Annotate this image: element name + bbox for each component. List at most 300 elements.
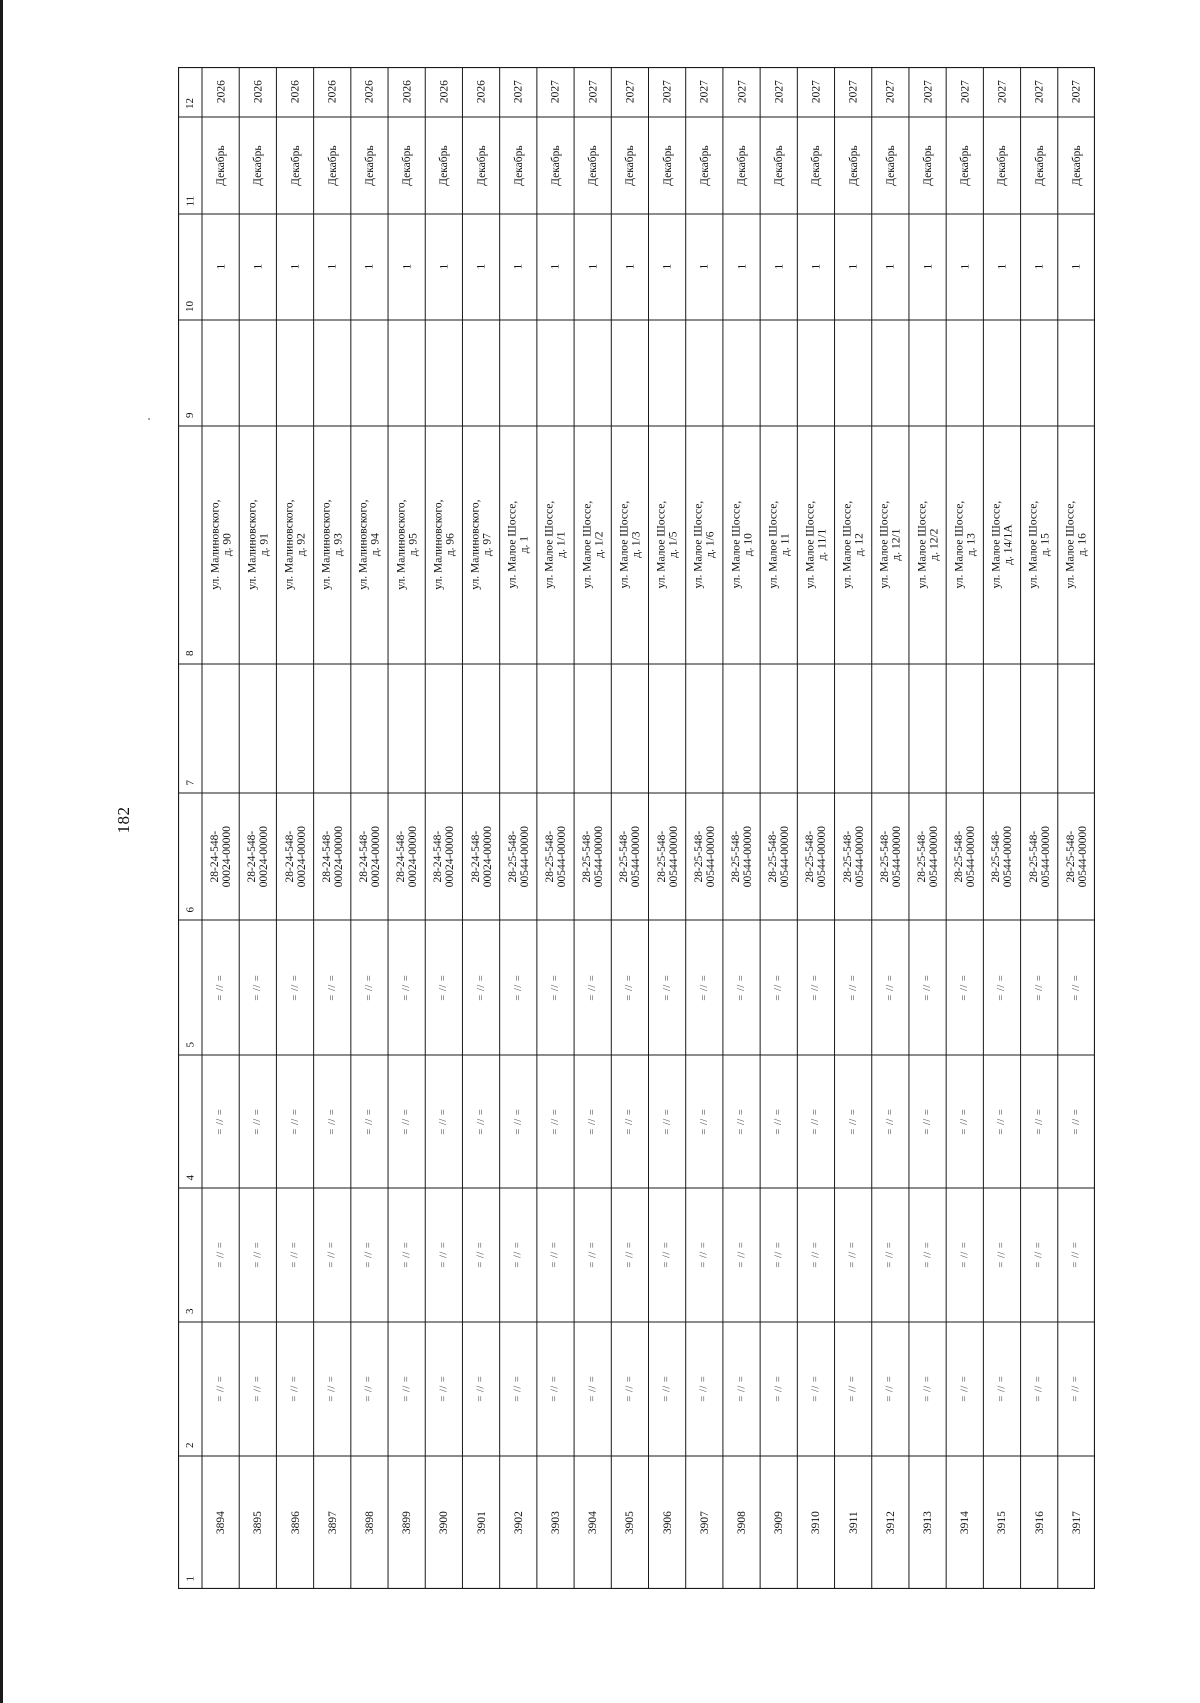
table-cell: 1 <box>1070 264 1083 270</box>
table-cell: ул. Малое Шоссе, д. 1/3 <box>617 501 642 589</box>
table-cell: = // = <box>1033 1242 1045 1268</box>
table-cell: = // = <box>251 1242 263 1268</box>
table-cell: 1 <box>289 264 302 270</box>
table-cell: = // = <box>1070 1376 1082 1402</box>
table-cell: ул. Малиновского, д. 97 <box>469 499 494 591</box>
column-header-12: 12 <box>184 98 196 109</box>
table-cell: = // = <box>958 974 970 1001</box>
table-cell: = // = <box>661 1376 673 1402</box>
table-cell <box>797 320 834 426</box>
table-cell: = // = <box>586 1242 598 1268</box>
table-cell: 3904 <box>586 1510 599 1534</box>
table-cell: = // = <box>809 1376 821 1402</box>
table-cell: Декабрь <box>921 145 934 186</box>
table-cell: 1 <box>698 264 711 270</box>
table-cell: 3905 <box>623 1510 636 1534</box>
table-cell: ул. Малое Шоссе, д. 16 <box>1064 501 1089 589</box>
table-cell: = // = <box>623 1376 635 1402</box>
table-cell: ул. Малое Шоссе, д. 1 <box>506 501 531 589</box>
table-cell: 1 <box>884 264 897 270</box>
table-cell: ул. Малое Шоссе, д. 11/1 <box>803 501 828 589</box>
table-cell <box>462 320 499 426</box>
table-cell: ул. Малиновского, д. 93 <box>320 499 345 591</box>
table-cell: 1 <box>623 264 636 270</box>
table-cell: Декабрь <box>735 145 748 186</box>
table-cell <box>276 664 313 793</box>
table-cell: = // = <box>921 1376 933 1402</box>
table-cell: 1 <box>1033 264 1046 270</box>
table-cell: = // = <box>363 1108 375 1135</box>
table-cell <box>983 664 1020 793</box>
table-cell: Декабрь <box>995 145 1008 186</box>
table-cell <box>723 664 760 793</box>
table-cell: 2026 <box>326 80 339 104</box>
column-header-6: 6 <box>184 906 196 912</box>
table-cell: = // = <box>437 1242 449 1268</box>
table-cell: = // = <box>289 974 301 1001</box>
table-cell: ул. Малиновского, д. 91 <box>245 499 270 591</box>
table-cell: 1 <box>214 264 227 270</box>
table-cell <box>648 664 685 793</box>
table-cell: = // = <box>586 1108 598 1135</box>
table-cell <box>388 664 425 793</box>
table-cell: = // = <box>661 1108 673 1135</box>
table-cell: 28-24-548- 00024-00000 <box>431 825 456 888</box>
table-cell <box>723 320 760 426</box>
table-cell: = // = <box>772 1242 784 1268</box>
table-cell <box>686 664 723 793</box>
table-cell: = // = <box>847 1108 859 1135</box>
table-cell: 28-25-548- 00544-00000 <box>803 825 828 888</box>
table-cell: 28-25-548- 00544-00000 <box>543 825 568 888</box>
table-cell: = // = <box>363 1242 375 1268</box>
table-cell: ул. Малиновского, д. 90 <box>208 499 233 591</box>
table-cell: = // = <box>437 1376 449 1402</box>
table-cell: = // = <box>363 974 375 1001</box>
table-cell: 2026 <box>437 80 450 104</box>
table-cell: ул. Малое Шоссе, д. 12/2 <box>915 501 940 589</box>
table-cell: Декабрь <box>623 145 636 186</box>
table-cell: = // = <box>772 1108 784 1135</box>
table-cell: 3900 <box>437 1510 450 1534</box>
table-cell: 28-25-548- 00544-00000 <box>655 825 680 888</box>
table-cell <box>351 320 388 426</box>
table-cell: ул. Малое Шоссе, д. 12 <box>841 501 866 589</box>
table-cell: = // = <box>251 974 263 1001</box>
table-cell: ул. Малое Шоссе, д. 1/6 <box>692 501 717 589</box>
table-cell: = // = <box>586 974 598 1001</box>
table-cell <box>1058 664 1095 793</box>
table-cell: 28-24-548- 00024-00000 <box>469 825 494 888</box>
table-cell: = // = <box>437 1108 449 1135</box>
table-cell: ул. Малиновского, д. 92 <box>283 499 308 591</box>
table-cell: 2027 <box>661 80 674 104</box>
table-cell: 28-24-548- 00024-00000 <box>283 825 308 888</box>
table-cell: = // = <box>400 1376 412 1402</box>
table-cell: = // = <box>475 974 487 1001</box>
table-cell: = // = <box>884 1376 896 1402</box>
table-cell: ул. Малое Шоссе, д. 10 <box>729 501 754 589</box>
table-cell: 1 <box>475 264 488 270</box>
table-cell <box>797 664 834 793</box>
table-cell: 2027 <box>698 80 711 104</box>
table-cell: = // = <box>475 1242 487 1268</box>
table-cell: 1 <box>995 264 1008 270</box>
table-cell: 2027 <box>549 80 562 104</box>
table-cell: Декабрь <box>586 145 599 186</box>
table-cell: = // = <box>698 1242 710 1268</box>
table-cell: 28-25-548- 00544-00000 <box>878 825 903 888</box>
table-cell: 2027 <box>586 80 599 104</box>
table-cell: = // = <box>475 1376 487 1402</box>
table-cell <box>276 320 313 426</box>
page-left-edge <box>0 0 3 1703</box>
table-cell: 3897 <box>326 1510 339 1534</box>
table-cell <box>314 320 351 426</box>
table-cell: Декабрь <box>326 145 339 186</box>
table-cell: Декабрь <box>809 145 822 186</box>
table-cell: = // = <box>995 1376 1007 1402</box>
table-cell: = // = <box>698 974 710 1001</box>
table-cell: 28-25-548- 00544-00000 <box>766 825 791 888</box>
table-cell <box>351 664 388 793</box>
table-cell: ул. Малое Шоссе, д. 11 <box>766 501 791 589</box>
table-cell: 1 <box>921 264 934 270</box>
table-cell: 2027 <box>772 80 785 104</box>
table-cell <box>760 320 797 426</box>
table-cell: 2027 <box>809 80 822 104</box>
table-cell: 28-25-548- 00544-00000 <box>729 825 754 888</box>
table-cell <box>425 320 462 426</box>
table-cell: = // = <box>884 1108 896 1135</box>
table-cell: 28-24-548- 00024-00000 <box>208 825 233 888</box>
table-cell: Декабрь <box>847 145 860 186</box>
table-cell: Декабрь <box>698 145 711 186</box>
table-cell: = // = <box>251 1376 263 1402</box>
table-cell <box>1021 320 1058 426</box>
table-cell <box>202 664 239 793</box>
table-cell: = // = <box>809 1108 821 1135</box>
table-cell: = // = <box>475 1108 487 1135</box>
table-cell: Декабрь <box>772 145 785 186</box>
table-cell: Декабрь <box>251 145 264 186</box>
table-cell: 1 <box>735 264 748 270</box>
table-cell: = // = <box>735 974 747 1001</box>
table-cell: ул. Малое Шоссе, д. 13 <box>952 501 977 589</box>
table-cell: = // = <box>512 1108 524 1135</box>
table-cell: 3916 <box>1033 1510 1046 1534</box>
table-cell: = // = <box>549 1242 561 1268</box>
table-cell: Декабрь <box>400 145 413 186</box>
table-cell: 28-25-548- 00544-00000 <box>989 825 1014 888</box>
table-cell: ул. Малое Шоссе, д. 15 <box>1027 501 1052 589</box>
table-cell <box>537 664 574 793</box>
table-cell <box>835 320 872 426</box>
table-cell: 1 <box>772 264 785 270</box>
table-cell: 2026 <box>475 80 488 104</box>
table-cell: = // = <box>289 1376 301 1402</box>
table-cell: 1 <box>251 264 264 270</box>
table-cell: = // = <box>586 1376 598 1402</box>
table-cell: 1 <box>809 264 822 270</box>
table-cell: 28-25-548- 00544-00000 <box>952 825 977 888</box>
table-cell: = // = <box>995 1242 1007 1268</box>
table-cell: 28-25-548- 00544-00000 <box>1027 825 1052 888</box>
table-cell: = // = <box>958 1376 970 1402</box>
table-cell: ул. Малое Шоссе, д. 1/5 <box>655 501 680 589</box>
table-cell: = // = <box>958 1108 970 1135</box>
table-cell: 3913 <box>921 1510 934 1534</box>
table-cell: 2027 <box>512 80 525 104</box>
table-cell: ул. Малиновского, д. 96 <box>431 499 456 591</box>
table-cell: = // = <box>214 1108 226 1135</box>
table-cell: 3899 <box>400 1510 413 1534</box>
table-cell: = // = <box>921 974 933 1001</box>
table-cell: 2027 <box>1033 80 1046 104</box>
table-cell: 28-24-548- 00024-00000 <box>320 825 345 888</box>
table-cell: = // = <box>400 1108 412 1135</box>
table-cell <box>1058 320 1095 426</box>
column-header-8: 8 <box>184 650 196 656</box>
table-cell <box>500 664 537 793</box>
column-header-11: 11 <box>184 195 196 206</box>
table-cell: = // = <box>214 1242 226 1268</box>
table-cell: 2026 <box>251 80 264 104</box>
table-cell: 3917 <box>1070 1510 1083 1534</box>
table-cell <box>835 664 872 793</box>
table-cell <box>648 320 685 426</box>
table-cell: = // = <box>549 974 561 1001</box>
table-cell: = // = <box>512 1242 524 1268</box>
table-cell <box>425 664 462 793</box>
table-cell: = // = <box>735 1242 747 1268</box>
table-cell <box>686 320 723 426</box>
table-cell: = // = <box>623 1242 635 1268</box>
table-cell <box>909 664 946 793</box>
table-cell: 28-24-548- 00024-00000 <box>357 825 382 888</box>
table-cell: 28-25-548- 00544-00000 <box>617 825 642 888</box>
table-cell: = // = <box>326 1108 338 1135</box>
table-cell: 1 <box>512 264 525 270</box>
table-cell <box>239 320 276 426</box>
table-cell: 3898 <box>363 1510 376 1534</box>
table-cell: = // = <box>809 974 821 1001</box>
table-cell: = // = <box>326 974 338 1001</box>
page-number: 182 <box>114 806 133 834</box>
table-cell: = // = <box>1033 1108 1045 1135</box>
table-cell: 1 <box>400 264 413 270</box>
column-header-10: 10 <box>184 301 196 312</box>
table-cell <box>872 320 909 426</box>
table-cell: = // = <box>400 1242 412 1268</box>
table-cell <box>611 320 648 426</box>
table-cell: = // = <box>1070 974 1082 1001</box>
table-cell: 1 <box>437 264 450 270</box>
table-cell: Декабрь <box>475 145 488 186</box>
table-cell: Декабрь <box>214 145 227 186</box>
table-cell: ул. Малиновского, д. 95 <box>394 499 419 591</box>
table-cell <box>1021 664 1058 793</box>
table-cell: = // = <box>772 974 784 1001</box>
column-header-2: 2 <box>184 1442 196 1448</box>
table-cell: = // = <box>958 1242 970 1268</box>
table-cell: 28-24-548- 00024-00000 <box>394 825 419 888</box>
table-cell: = // = <box>289 1108 301 1135</box>
table-cell: = // = <box>884 974 896 1001</box>
table-cell: = // = <box>995 974 1007 1001</box>
table-cell: ул. Малое Шоссе, д. 12/1 <box>878 501 903 589</box>
table-cell: 2026 <box>363 80 376 104</box>
table-cell: = // = <box>623 974 635 1001</box>
table-cell <box>462 664 499 793</box>
table-cell: 2027 <box>735 80 748 104</box>
table-cell: 1 <box>847 264 860 270</box>
table-cell: 2026 <box>214 80 227 104</box>
table-cell: = // = <box>512 974 524 1001</box>
table-cell: Декабрь <box>363 145 376 186</box>
table-cell: 1 <box>363 264 376 270</box>
table-cell: = // = <box>772 1376 784 1402</box>
table-cell: Декабрь <box>512 145 525 186</box>
table-cell: = // = <box>698 1376 710 1402</box>
table-cell: = // = <box>735 1376 747 1402</box>
table-cell: = // = <box>214 1376 226 1402</box>
table-cell: = // = <box>214 974 226 1001</box>
table-cell: 1 <box>586 264 599 270</box>
table-cell: Декабрь <box>884 145 897 186</box>
table-cell: ул. Малиновского, д. 94 <box>357 499 382 591</box>
table-cell: 28-25-548- 00544-00000 <box>1064 825 1089 888</box>
table-cell <box>537 320 574 426</box>
table-cell: 28-25-548- 00544-00000 <box>841 825 866 888</box>
table-cell: 3914 <box>958 1510 971 1534</box>
table-cell: = // = <box>884 1242 896 1268</box>
table-cell <box>909 320 946 426</box>
table-cell: = // = <box>698 1108 710 1135</box>
table-cell: 3915 <box>995 1510 1008 1534</box>
column-header-9: 9 <box>184 412 196 418</box>
table-cell: Декабрь <box>1070 145 1083 186</box>
table-cell: = // = <box>400 974 412 1001</box>
column-header-1: 1 <box>184 1575 196 1581</box>
column-header-3: 3 <box>184 1308 196 1314</box>
table-cell: = // = <box>1033 1376 1045 1402</box>
table-cell: = // = <box>661 1242 673 1268</box>
table-cell: = // = <box>1033 974 1045 1001</box>
table-cell: Декабрь <box>549 145 562 186</box>
table-cell: = // = <box>623 1108 635 1135</box>
table-cell: 28-24-548- 00024-00000 <box>245 825 270 888</box>
table-cell: 1 <box>326 264 339 270</box>
table-cell: 3906 <box>661 1510 674 1534</box>
table-cell: 3907 <box>698 1510 711 1534</box>
table-cell: 2027 <box>847 80 860 104</box>
table-cell <box>314 664 351 793</box>
table-cell: 3902 <box>512 1510 525 1534</box>
table-cell: = // = <box>437 974 449 1001</box>
table-cell: 2027 <box>995 80 1008 104</box>
table-cell: 28-25-548- 00544-00000 <box>915 825 940 888</box>
column-header-5: 5 <box>184 1041 196 1047</box>
table-cell: = // = <box>735 1108 747 1135</box>
table-cell: 3910 <box>809 1510 822 1534</box>
table-cell: 2027 <box>623 80 636 104</box>
table-cell: = // = <box>847 974 859 1001</box>
scan-speck <box>148 418 150 420</box>
table-cell <box>202 320 239 426</box>
table-cell <box>760 664 797 793</box>
table-cell: 1 <box>661 264 674 270</box>
table-cell <box>946 320 983 426</box>
table-cell: 2027 <box>958 80 971 104</box>
table-cell: = // = <box>1070 1242 1082 1268</box>
table-cell <box>872 664 909 793</box>
table-cell: 3908 <box>735 1510 748 1534</box>
table-cell: 3912 <box>884 1510 897 1534</box>
register-table <box>178 67 1095 1589</box>
table-cell: 3895 <box>251 1510 264 1534</box>
table-cell: = // = <box>549 1108 561 1135</box>
table-cell: 3909 <box>772 1510 785 1534</box>
table-cell <box>239 664 276 793</box>
table-cell: 28-25-548- 00544-00000 <box>692 825 717 888</box>
table-cell: = // = <box>1070 1108 1082 1135</box>
table-cell <box>500 320 537 426</box>
table-cell: Декабрь <box>289 145 302 186</box>
table-cell <box>983 320 1020 426</box>
table-cell: 3894 <box>214 1510 227 1534</box>
table-cell: = // = <box>512 1376 524 1402</box>
table-cell: 2027 <box>1070 80 1083 104</box>
table-cell: = // = <box>921 1242 933 1268</box>
table-cell: ул. Малое Шоссе, д. 14/1А <box>989 501 1014 589</box>
table-cell: 3911 <box>847 1511 860 1534</box>
column-header-4: 4 <box>184 1174 196 1180</box>
table-cell: 1 <box>549 264 562 270</box>
table-cell: 28-25-548- 00544-00000 <box>580 825 605 888</box>
table-cell: 3896 <box>289 1510 302 1534</box>
table-cell: 1 <box>958 264 971 270</box>
table-cell: 2027 <box>921 80 934 104</box>
table-cell: Декабрь <box>1033 145 1046 186</box>
table-cell: = // = <box>921 1108 933 1135</box>
table-cell: 2027 <box>884 80 897 104</box>
table-cell: Декабрь <box>437 145 450 186</box>
table-cell: Декабрь <box>958 145 971 186</box>
column-header-7: 7 <box>184 779 196 785</box>
table-cell: = // = <box>363 1376 375 1402</box>
table-cell: = // = <box>326 1242 338 1268</box>
table-cell <box>611 664 648 793</box>
table-cell: = // = <box>847 1242 859 1268</box>
table-cell: = // = <box>326 1376 338 1402</box>
table-cell: 2026 <box>400 80 413 104</box>
table-cell: 2026 <box>289 80 302 104</box>
table-cell: = // = <box>809 1242 821 1268</box>
table-cell <box>574 320 611 426</box>
table-cell: 3903 <box>549 1510 562 1534</box>
table-cell: = // = <box>995 1108 1007 1135</box>
table-cell: ул. Малое Шоссе, д. 1/1 <box>543 501 568 589</box>
table-cell <box>388 320 425 426</box>
table-cell <box>574 664 611 793</box>
table-cell: = // = <box>661 974 673 1001</box>
table-cell: Декабрь <box>661 145 674 186</box>
table-cell: = // = <box>847 1376 859 1402</box>
table-cell: = // = <box>251 1108 263 1135</box>
table-cell <box>946 664 983 793</box>
table-cell: ул. Малое Шоссе, д. 1/2 <box>580 501 605 589</box>
